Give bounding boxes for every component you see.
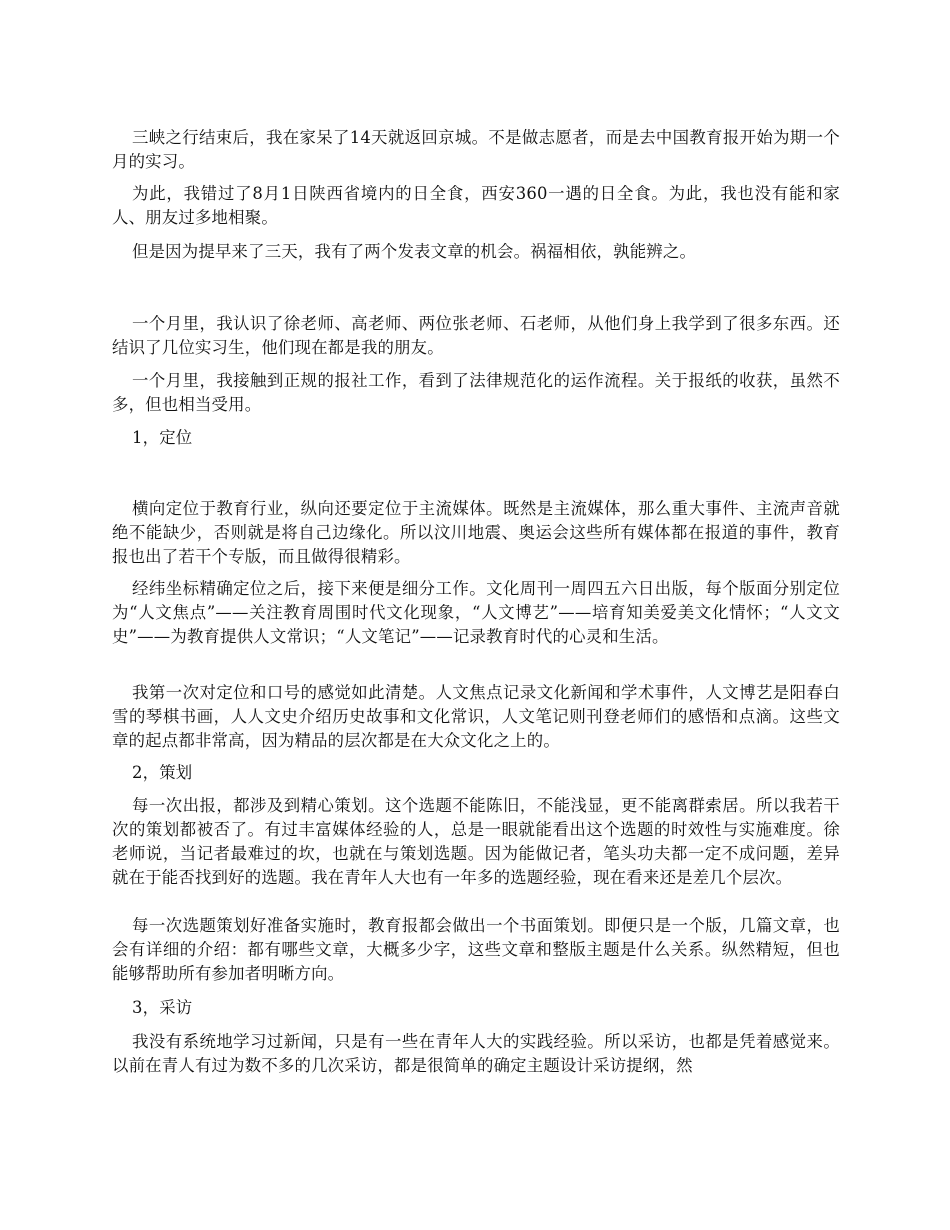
paragraph-4: 一个月里，我认识了徐老师、高老师、两位张老师、石老师，从他们身上我学到了很多东西。还结识了几位实习生，他们现在都是我的朋友。	[112, 314, 840, 357]
section-heading-positioning: 1，定位	[132, 428, 193, 447]
section-heading-interview: 3，采访	[132, 998, 193, 1017]
paragraph-8: 我第一次对定位和口号的感觉如此清楚。人文焦点记录文化新闻和学术事件，人文博艺是阳春白雪的琴棋书画，人人文史介绍历史故事和文化常识，人文笔记则刊登老师们的感悟和点滴。这些文章的起点都非常高，因为精品的层次都是在大众文化之上的。	[112, 683, 840, 750]
paragraph-3: 但是因为提早来了三天，我有了两个发表文章的机会。祸福相依，孰能辨之。	[132, 242, 697, 261]
paragraph-2: 为此，我错过了8月1日陕西省境内的日全食，西安360一遇的日全食。为此，我也没有能和家人、朋友过多地相聚。	[112, 184, 840, 227]
paragraph-9: 每一次出报，都涉及到精心策划。这个选题不能陈旧，不能浅显，更不能离群索居。所以我若干次的策划都被否了。有过丰富媒体经验的人，总是一眼就能看出这个选题的时效性与实施难度。徐老师说，当记者最难过的坎，也就在与策划选题。因为能做记者，笔头功夫都一定不成问题，差异就在于能否找到好的选题。我在青年人大也有一年多的选题经验，现在看来还是差几个层次。	[112, 796, 840, 887]
paragraph-1: 三峡之行结束后，我在家呆了14天就返回京城。不是做志愿者，而是去中国教育报开始为期一个月的实习。	[112, 128, 840, 171]
paragraph-7: 经纬坐标精确定位之后，接下来便是细分工作。文化周刊一周四五六日出版，每个版面分别定位为“人文焦点”——关注教育周围时代文化现象，“人文博艺”——培育知美爱美文化情怀；“人文文史”——为教育提供人文常识；“人文笔记”——记录教育时代的心灵和生活。	[112, 579, 840, 646]
paragraph-11: 我没有系统地学习过新闻，只是有一些在青年人大的实践经验。所以采访，也都是凭着感觉来。以前在青人有过为数不多的几次采访，都是很简单的确定主题设计采访提纲，然	[112, 1032, 840, 1075]
paragraph-5: 一个月里，我接触到正规的报社工作，看到了法律规范化的运作流程。关于报纸的收获，虽然不多，但也相当受用。	[112, 371, 840, 414]
paragraph-6: 横向定位于教育行业，纵向还要定位于主流媒体。既然是主流媒体，那么重大事件、主流声音就绝不能缺少，否则就是将自己边缘化。所以汶川地震、奥运会这些所有媒体都在报道的事件，教育报也出了若干个专版，而且做得很精彩。	[112, 499, 840, 566]
paragraph-10: 每一次选题策划好准备实施时，教育报都会做出一个书面策划。即便只是一个版，几篇文章，也会有详细的介绍：都有哪些文章，大概多少字，这些文章和整版主题是什么关系。纵然精短，但也能够帮助所有参加者明晰方向。	[112, 916, 840, 983]
section-heading-planning: 2，策划	[132, 763, 193, 782]
